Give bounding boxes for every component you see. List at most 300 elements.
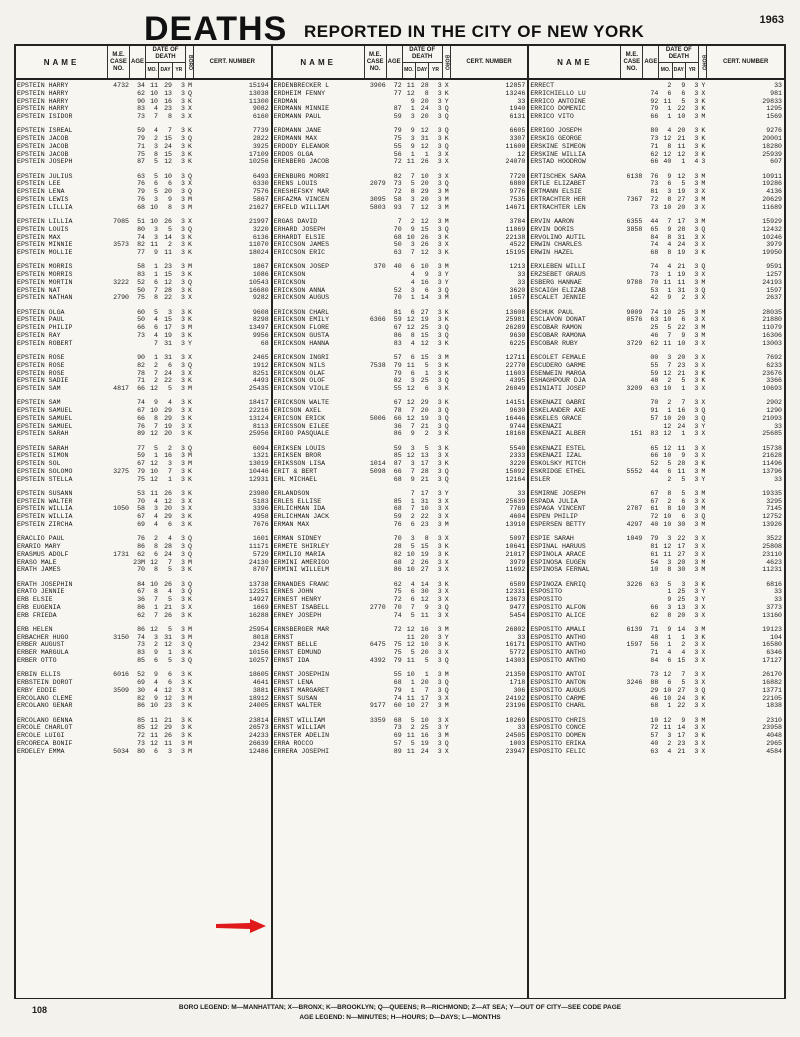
cell-case-number <box>365 521 387 529</box>
cell-year: 3 <box>694 369 699 377</box>
cell-age: 86 <box>393 566 402 574</box>
cell-boro: Q <box>188 225 192 233</box>
table-row <box>273 188 528 196</box>
cell-cert-number: 3366 <box>766 377 783 385</box>
cell-boro: K <box>701 732 706 740</box>
cell-age: 46 <box>650 694 659 702</box>
cell-boro: K <box>701 127 706 135</box>
cell-case-number: 3222 <box>113 278 129 286</box>
cell-cert-number: 104 <box>770 633 783 641</box>
cell-cert-number: 11600 <box>505 142 526 150</box>
cell-boro: X <box>444 588 449 596</box>
cell-day: 24 <box>420 747 429 755</box>
table-row <box>529 740 784 748</box>
cell-day: 11 <box>420 611 429 619</box>
cell-case-number <box>621 498 643 506</box>
cell-name: EPSTEIN MORTIN <box>17 278 73 286</box>
cell-case-number: 1050 <box>113 505 129 513</box>
cell-age: 72 <box>650 195 659 203</box>
cell-cert-number: 12857 <box>505 82 526 89</box>
cell-boro: Q <box>701 225 706 233</box>
cell-month: 4 <box>154 686 158 694</box>
table-row <box>273 294 528 302</box>
cell-boro: Y <box>444 271 449 279</box>
cell-month: 8 <box>667 249 672 257</box>
cell-month: 4 <box>410 278 415 286</box>
table-row <box>529 505 784 513</box>
cell-age <box>387 634 403 642</box>
cell-month: 4 <box>154 105 158 113</box>
cell-boro: M <box>444 521 449 529</box>
cell-case-number <box>108 490 130 498</box>
table-row <box>529 732 784 740</box>
cell-day: 21 <box>677 263 686 271</box>
cell-day: 20 <box>420 649 429 657</box>
cell-name: ESPERSEN BETTY <box>530 521 586 529</box>
cell-day: 28 <box>164 543 172 551</box>
cell-day: 10 <box>420 505 429 513</box>
cell-year: 3 <box>437 702 442 710</box>
cell-case-number <box>621 695 643 703</box>
cell-month: 6 <box>667 180 672 188</box>
cell-month: 6 <box>154 324 158 332</box>
cell-year: 3 <box>437 127 442 135</box>
cell-month: 3 <box>154 195 158 203</box>
cell-case-number: 9788 <box>626 278 643 286</box>
cell-name: ERSKINE SIMEON <box>530 142 586 150</box>
cell-name: ERWIN HAZEL <box>530 249 574 257</box>
cell-boro: K <box>188 158 192 166</box>
cell-cert-number: 6094 <box>252 444 269 452</box>
cell-day: 21 <box>420 422 429 430</box>
cell-boro: Q <box>444 324 449 332</box>
table-row <box>273 445 528 453</box>
cell-name: EPSTEIN MORRIS <box>17 263 73 271</box>
table-row <box>16 249 271 257</box>
cell-day: 6 <box>681 316 686 324</box>
cell-case-number <box>621 370 643 378</box>
cell-case-number <box>621 634 643 642</box>
cell-cert-number: 21017 <box>505 550 526 558</box>
cell-case-number: 9009 <box>626 308 643 316</box>
cell-cert-number: 19123 <box>762 625 783 633</box>
cell-cert-number: 24130 <box>248 558 269 566</box>
cell-name: ERRICO ANTOINE <box>530 97 586 105</box>
cell-age: 62 <box>650 611 659 619</box>
cell-age: 68 <box>393 505 402 513</box>
cell-day: 6 <box>681 89 686 97</box>
cell-year: 3 <box>437 543 442 551</box>
cell-day: 7 <box>681 399 686 407</box>
cell-cert-number: 5454 <box>509 611 526 619</box>
cell-day: 6 <box>168 361 172 369</box>
cell-year: 3 <box>437 399 442 407</box>
cell-case-number <box>621 657 643 665</box>
cell-month: 2 <box>154 641 158 649</box>
table-row <box>273 135 528 143</box>
cell-name: ERICSON ERICK <box>273 414 326 422</box>
page-number: 108 <box>32 1005 48 1015</box>
cell-boro: M <box>701 308 706 316</box>
cell-cert-number: 18024 <box>248 249 269 257</box>
cell-year: 3 <box>181 633 185 641</box>
cell-name: ESKOLSKY MITCH <box>530 460 586 468</box>
cell-cert-number: 11603 <box>505 369 526 377</box>
cell-name: ERLICHMAN JACK <box>273 513 330 521</box>
cell-case-number: 2770 <box>369 603 386 611</box>
cell-case-number <box>621 399 643 407</box>
cell-age: 70 <box>393 225 402 233</box>
cell-boro: K <box>701 377 706 385</box>
cell-day: 1 <box>424 369 429 377</box>
column-header <box>273 46 528 80</box>
column-rows <box>16 80 271 998</box>
cell-year: 3 <box>437 444 442 452</box>
cell-name: EPSTEIN SARAH <box>17 444 69 452</box>
cell-case-number: 5552 <box>626 467 643 475</box>
cell-year: 3 <box>437 596 442 604</box>
cell-cert-number: 1838 <box>766 702 783 710</box>
cell-month: 1 <box>410 686 415 694</box>
cell-boro: M <box>188 452 192 460</box>
table-row <box>16 188 271 196</box>
cell-cert-number: 3522 <box>766 535 783 543</box>
cell-boro: M <box>444 195 449 203</box>
cell-age <box>130 340 146 348</box>
cell-age: 82 <box>393 172 402 180</box>
table-row <box>16 649 271 657</box>
cell-year: 3 <box>437 489 442 497</box>
cell-case-number <box>108 354 130 362</box>
cell-year: 3 <box>181 641 185 649</box>
cell-name: ERDOS OLGA <box>273 150 314 158</box>
cell-case-number <box>108 521 130 529</box>
cell-month: 12 <box>406 641 415 649</box>
cell-cert-number: 607 <box>770 158 783 166</box>
cell-case-number <box>621 82 643 90</box>
cell-boro: X <box>188 180 192 188</box>
cell-name: ERICKSON WALTE <box>273 399 330 407</box>
cell-case-number: 3246 <box>626 679 643 687</box>
table-row <box>16 430 271 438</box>
cell-cert-number: 22138 <box>505 233 526 241</box>
cell-month: 4 <box>410 580 415 588</box>
cell-boro: X <box>444 611 449 619</box>
cell-case-number <box>621 513 643 521</box>
cell-cert-number: 10257 <box>248 657 269 664</box>
cell-cert-number: 6816 <box>766 580 783 588</box>
cell-cert-number: 4493 <box>252 377 269 385</box>
table-row <box>16 702 271 710</box>
cell-cert-number: 13038 <box>248 89 269 97</box>
cell-name: ESPOSITO ALFON <box>530 603 586 611</box>
cell-day: 6 <box>168 521 172 529</box>
cell-day: 15 <box>420 353 429 361</box>
cell-case-number <box>108 226 130 234</box>
cell-case-number <box>365 370 387 378</box>
cell-day: 16 <box>164 452 172 460</box>
cell-boro: X <box>701 361 706 369</box>
cell-day: 22 <box>677 702 686 710</box>
cell-day: 17 <box>420 489 429 497</box>
cell-year: 3 <box>181 195 185 203</box>
cell-name: ERRICO VITO <box>530 113 574 121</box>
table-row <box>16 671 271 679</box>
cell-year: 3 <box>437 203 442 211</box>
cell-year: 3 <box>694 625 699 633</box>
cell-case-number: 3509 <box>113 686 129 694</box>
cell-year: 3 <box>181 588 185 596</box>
cell-age: 63 <box>650 747 659 755</box>
cell-age: 77 <box>393 89 402 97</box>
cell-cert-number: 18417 <box>248 399 269 407</box>
table-row <box>529 513 784 521</box>
cell-case-number <box>108 362 130 370</box>
table-row <box>16 82 271 90</box>
cell-name: EPSTEIN STELLA <box>17 475 73 483</box>
cell-year: 3 <box>694 180 699 188</box>
cell-year: 3 <box>437 361 442 369</box>
cell-case-number <box>621 415 643 423</box>
cell-boro: X <box>188 603 192 611</box>
cell-month: 6 <box>410 308 415 316</box>
cell-boro: X <box>444 694 449 702</box>
cell-case-number <box>365 626 387 634</box>
cell-month: 1 <box>410 497 415 505</box>
page-subtitle: REPORTED IN THE CITY OF NEW YORK <box>304 22 645 41</box>
cell-case-number <box>621 241 643 249</box>
cell-day: 6 <box>168 679 172 687</box>
cell-name: ERB ELSIE <box>17 596 53 604</box>
cell-cert-number: 981 <box>770 89 783 97</box>
cell-name: EPSTEIN OLGA <box>17 308 65 316</box>
cell-month: 4 <box>667 241 672 249</box>
cell-boro: K <box>188 671 192 679</box>
cell-boro: M <box>188 460 192 468</box>
cell-cert-number: 13673 <box>505 596 526 604</box>
cell-day: 5 <box>168 625 172 633</box>
cell-name: ESCUDERO GARME <box>530 361 586 369</box>
cell-case-number <box>365 695 387 703</box>
cell-age: 71 <box>650 649 659 657</box>
cell-age: 73 <box>650 180 659 188</box>
cell-day: 24 <box>677 422 686 430</box>
cell-year: 3 <box>181 89 185 97</box>
cell-boro: X <box>444 535 449 543</box>
cell-name: ESPEN PHILIP <box>530 513 578 521</box>
cell-month: 6 <box>410 521 415 529</box>
cell-case-number <box>108 543 130 551</box>
cell-name: ESKELES GRACE <box>530 414 582 422</box>
cell-case-number <box>621 143 643 151</box>
cell-age: 62 <box>137 89 145 97</box>
table-row <box>273 551 528 559</box>
cell-age: 87 <box>393 460 402 468</box>
cell-case-number <box>108 430 130 438</box>
cell-age: 83 <box>137 649 145 657</box>
cell-year: 3 <box>437 135 442 143</box>
cell-month: 7 <box>154 422 158 430</box>
table-row <box>529 490 784 498</box>
cell-cert-number: 33 <box>774 596 783 604</box>
cell-month: 4 <box>410 271 415 279</box>
cell-name: ESPOSITO DOMEN <box>530 732 586 740</box>
cell-name: ERICKSON VIOLE <box>273 385 330 393</box>
cell-month: 12 <box>406 414 415 422</box>
table-row <box>273 717 528 725</box>
cell-age: 74 <box>650 263 659 271</box>
cell-age: 52 <box>650 460 659 468</box>
cell-year: 3 <box>181 460 185 468</box>
table-row <box>16 490 271 498</box>
table-row <box>273 143 528 151</box>
cell-name: EPSTEIN SUSANN <box>17 489 73 497</box>
cell-case-number <box>365 740 387 748</box>
cell-age: 79 <box>650 105 659 113</box>
table-row <box>16 612 271 620</box>
cell-name: EPSTEIN LILLIA <box>17 203 73 211</box>
table-row <box>529 415 784 423</box>
cell-year: 3 <box>181 550 185 558</box>
cell-cert-number: 1257 <box>766 271 783 279</box>
cell-boro: M <box>188 263 192 271</box>
cell-case-number <box>621 423 643 431</box>
cell-name: ERICKSON <box>273 271 306 279</box>
cell-cert-number: 6136 <box>252 233 269 241</box>
cell-year: 3 <box>694 127 699 135</box>
cell-name: ERICKSON CHARL <box>273 308 330 316</box>
cell-boro: X <box>444 241 449 249</box>
cell-age: 66 <box>137 414 145 422</box>
cell-boro: Q <box>188 135 192 143</box>
cell-age: 86 <box>137 625 145 633</box>
cell-month: 9 <box>154 671 158 679</box>
cell-cert-number: 12331 <box>505 588 526 596</box>
cell-case-number <box>621 748 643 756</box>
cell-year: 3 <box>181 739 185 747</box>
cell-case-number <box>365 135 387 143</box>
cell-case-number <box>108 105 130 113</box>
table-row <box>273 724 528 732</box>
cell-boro: Q <box>444 414 449 422</box>
cell-day: 7 <box>424 686 429 694</box>
cell-month: 5 <box>410 543 415 551</box>
cell-month: 9 <box>667 225 672 233</box>
cell-age: 72 <box>650 513 659 521</box>
cell-case-number <box>108 309 130 317</box>
table-row <box>273 521 528 529</box>
cell-boro: Q <box>188 550 192 558</box>
cell-name: ESPOSITO AUGUS <box>530 686 586 694</box>
cell-day: 15 <box>677 657 686 664</box>
cell-year: 3 <box>181 603 185 611</box>
cell-year: 3 <box>181 150 185 158</box>
cell-name: ERATH JAMES <box>17 566 61 574</box>
cell-age: 79 <box>650 535 659 543</box>
table-row <box>273 218 528 226</box>
cell-cert-number: 24192 <box>505 694 526 702</box>
table-row <box>16 535 271 543</box>
cell-day: 11 <box>164 249 172 257</box>
cell-age: 74 <box>650 241 659 249</box>
cell-month: 9 <box>410 475 415 483</box>
cell-month: 9 <box>410 127 415 135</box>
cell-day: 5 <box>681 489 686 497</box>
cell-day: 17 <box>164 324 172 332</box>
cell-name: ESPOSITO ANTHO <box>530 641 586 649</box>
cell-cert-number: 26289 <box>505 324 526 332</box>
cell-cert-number: 6605 <box>509 127 526 135</box>
table-row <box>273 588 528 596</box>
cell-cert-number: 9276 <box>766 127 783 135</box>
table-row <box>16 226 271 234</box>
cell-cert-number: 19950 <box>762 249 783 257</box>
cell-month: 12 <box>406 89 415 97</box>
cell-year: 3 <box>181 249 185 257</box>
cell-age <box>643 476 659 484</box>
cell-year: 3 <box>437 422 442 430</box>
table-row <box>529 566 784 574</box>
cell-month: 2 <box>410 217 415 225</box>
table-row <box>273 513 528 521</box>
cell-case-number <box>365 423 387 431</box>
table-row <box>273 498 528 506</box>
cell-age: 52 <box>393 286 402 294</box>
cell-boro: M <box>444 732 449 740</box>
cell-name: ESPOSITO <box>530 596 562 604</box>
table-row <box>529 309 784 317</box>
cell-age: 61 <box>650 505 659 513</box>
cell-case-number <box>108 559 130 567</box>
cell-boro: K <box>444 460 449 468</box>
cell-year: 3 <box>694 588 699 596</box>
header-case-number: M.E. CASE NO. <box>108 46 130 78</box>
cell-age: 74 <box>137 233 145 241</box>
cell-cert-number: 18605 <box>248 671 269 679</box>
cell-age: 72 <box>650 724 659 732</box>
cell-year: 3 <box>181 263 185 271</box>
cell-case-number <box>365 332 387 340</box>
table-row <box>273 679 528 687</box>
cell-year: 3 <box>437 385 442 393</box>
cell-month: 12 <box>663 150 672 158</box>
column-header <box>16 46 271 80</box>
cell-name: ERICKSON OLAF <box>273 369 326 377</box>
cell-month: 5 <box>410 716 415 724</box>
cell-month: 3 <box>410 195 415 203</box>
cell-boro: X <box>444 716 449 724</box>
cell-boro: X <box>444 513 449 521</box>
cell-boro: M <box>701 558 706 566</box>
cell-cert-number: 1669 <box>252 603 269 611</box>
cell-year: 3 <box>694 316 699 324</box>
cell-year: 3 <box>181 233 185 241</box>
cell-day: 19 <box>164 422 172 430</box>
table-row <box>529 649 784 657</box>
cell-month: 11 <box>406 82 415 89</box>
cell-day: 2 <box>681 641 686 649</box>
cell-day: 20 <box>420 180 429 188</box>
table-row <box>273 581 528 589</box>
table-row <box>16 196 271 204</box>
cell-boro: X <box>701 724 706 732</box>
cell-name: ERVIN AARON <box>530 217 574 225</box>
cell-boro: Y <box>444 97 449 105</box>
cell-year: 3 <box>694 150 699 158</box>
cell-name: ESPOSITO AMALI <box>530 625 586 633</box>
cell-name: ERCOLE CHARLOT <box>17 724 73 732</box>
cell-year: 3 <box>694 467 699 475</box>
